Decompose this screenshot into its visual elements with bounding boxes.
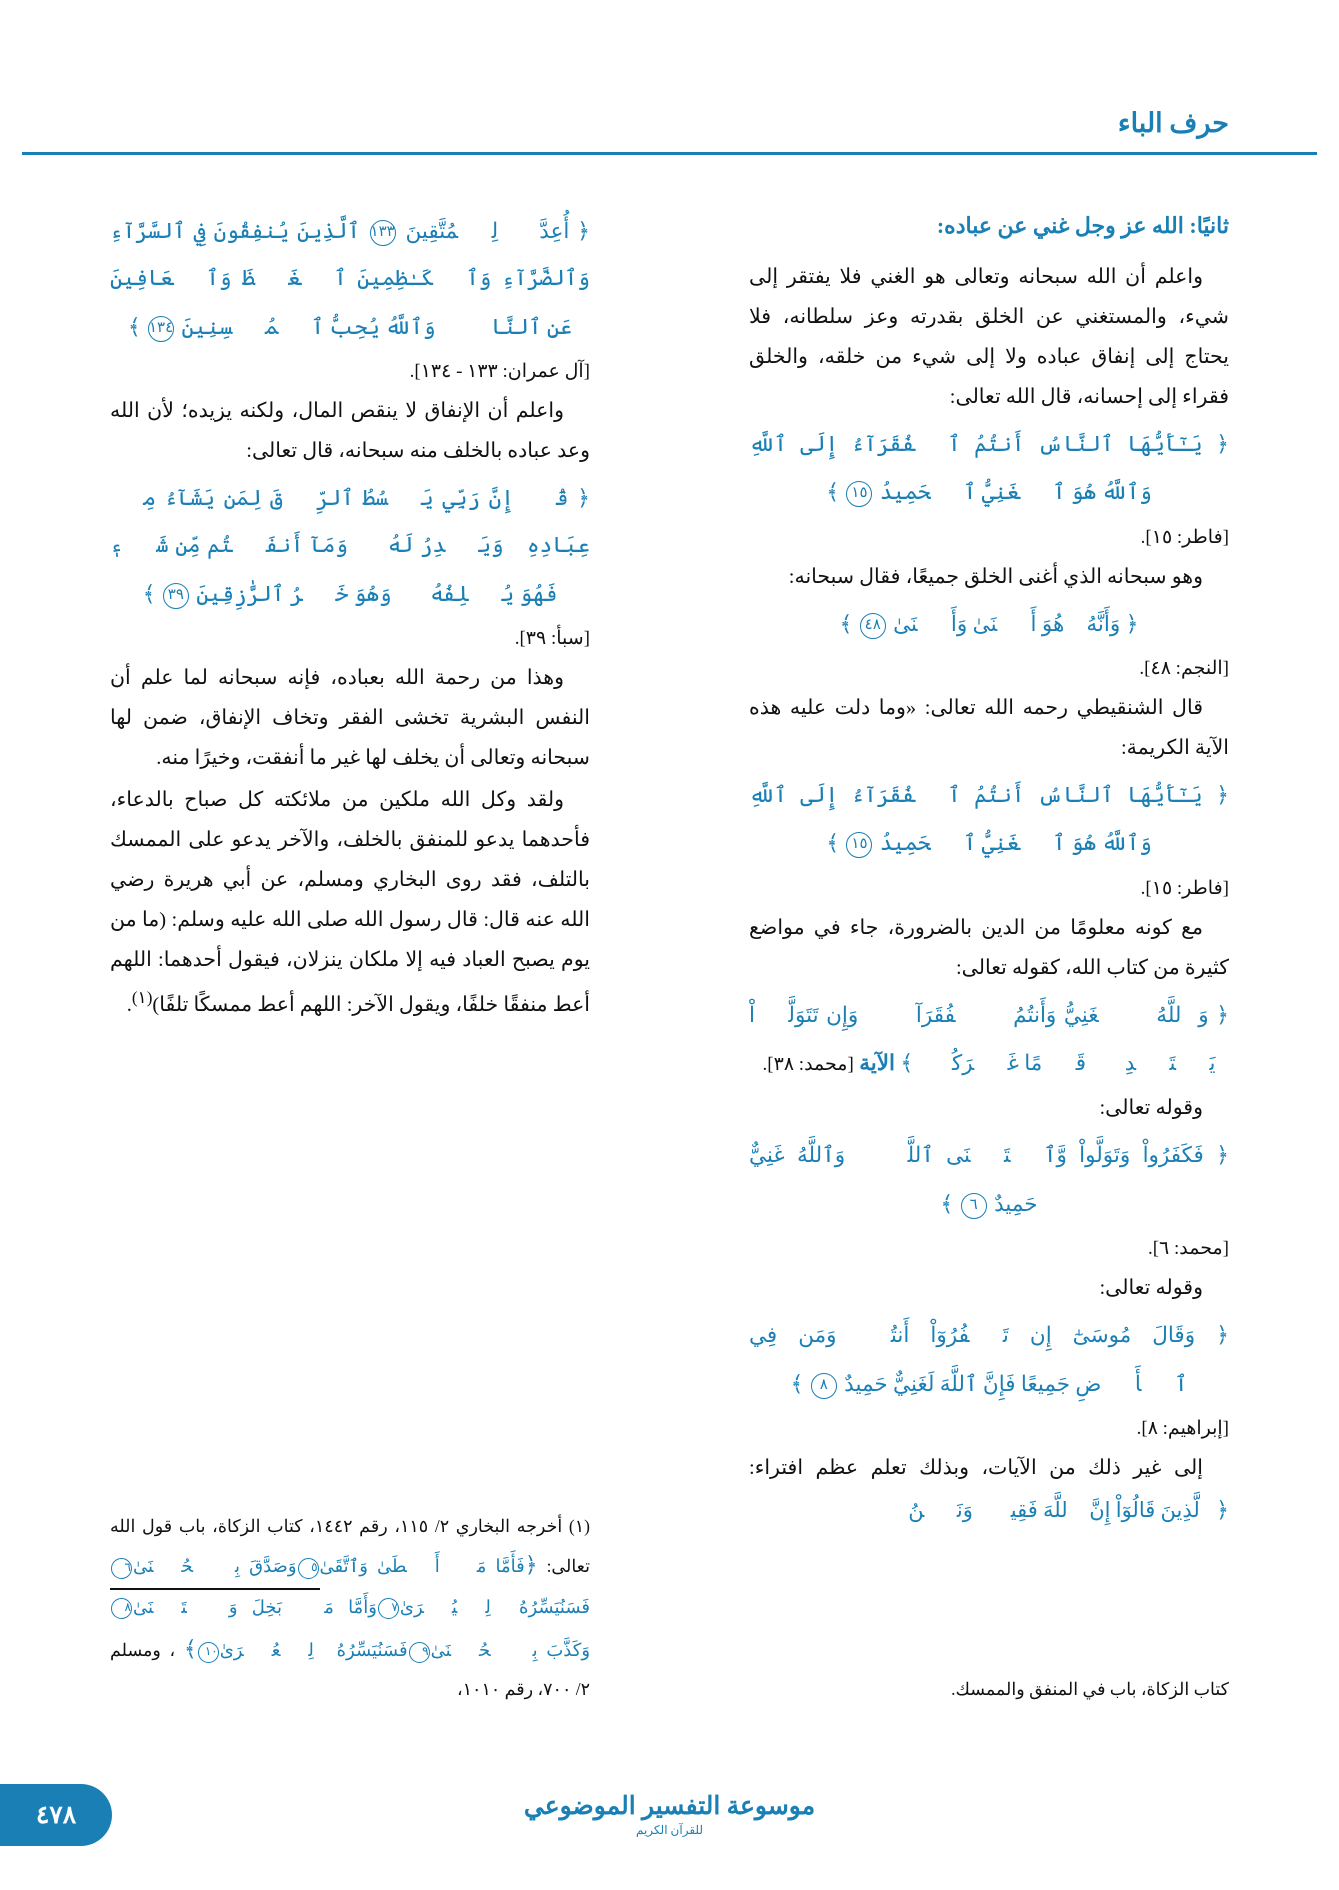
quran-source-r4: [محمد: ٣٨]. — [762, 1054, 854, 1076]
footnote-quran-6: فَسَنُيَسِّرُهُۥ لِلۡعُسۡرَىٰ — [219, 1640, 408, 1661]
quran-source-r3: [فاطر: ١٥]. — [1140, 877, 1229, 899]
paragraph-right-6: وقوله تعالى: — [1099, 1277, 1203, 1300]
paragraph-left-2: وهذا من رحمة الله بعباده، فإنه سبحانه لما علم أن النفس البشرية تخشى الفقر وتخاف الإنفاق، ضمن لها سبحانه وتعالى أن يخلف لها غير ما أنفقت، وخيرًا منه. — [110, 667, 590, 770]
page-title: حرف الباء — [1117, 108, 1229, 138]
quran-open-brace: ﴿ — [1216, 1497, 1229, 1523]
paragraph-right-1: واعلم أن الله سبحانه وتعالى هو الغني فلا يفتقر إلى شيء، والمستغني عن الخلق بقدرته وعز سلطانه، فلا يحتاج إلى إنفاق عباده ولا إلى شيء من خلقه، والخلق فقراء إلى إحسانه، قال الله تعالى: — [749, 265, 1229, 408]
quran-after-note: الآية — [859, 1051, 895, 1076]
left-text-column — [110, 205, 590, 1028]
paragraph-right-7 — [749, 1449, 1229, 1532]
quran-passage-r6 — [749, 1311, 1229, 1408]
quran-open-brace: ﴿ — [1216, 1142, 1230, 1168]
logo-sub-text: للقرآن الكريم — [635, 1823, 704, 1837]
footnote-quran-1: فَأَمَّا مَنۡ أَعۡطَىٰ وَٱتَّقَىٰ — [319, 1556, 525, 1577]
quran-open-brace: ﴿ — [577, 218, 591, 243]
quran-source-r6: [إبراهيم: ٨]. — [1136, 1418, 1229, 1440]
quran-close-brace: ﴾ — [940, 1190, 954, 1216]
quran-passage-top — [110, 207, 590, 351]
footnote-quran-3: فَسَنُيَسِّرُهُۥ لِلۡيُسۡرَىٰ — [399, 1596, 590, 1617]
ayah-number: ٣٩ — [163, 583, 189, 609]
quran-passage-r1 — [749, 420, 1229, 517]
footnote-quran-2: وَصَدَّقَ بِٱلۡحُسۡنَىٰ — [133, 1556, 297, 1577]
quran-open-brace: ﴿ — [1216, 781, 1230, 807]
quran-text: يَـٰٓأَيُّهَا ٱلنَّاسُ أَنتُمُ ٱلۡفُقَرَآءُ إِلَى ٱللَّهِ وَٱللَّهُ هُوَ ٱلۡغَنِيُّ ٱلۡحَمِيدُ — [749, 782, 1203, 856]
page-number: ٤٧٨ — [0, 1784, 112, 1846]
left-column-footnote — [110, 1510, 590, 1705]
footnote-quran-block — [110, 1552, 591, 1662]
paragraph-right-7-text: إلى غير ذلك من الآيات، وبذلك تعلم عظم افتراء: — [749, 1457, 1203, 1480]
ayah-number: ٦ — [111, 1558, 132, 1579]
quran-close-brace: ﴾ — [826, 479, 840, 505]
quran-open-brace: ﴿ — [1216, 1322, 1229, 1348]
quran-open-brace: ﴿ — [1216, 430, 1230, 456]
logo-main-text: موسوعة التفسير الموضوعي — [523, 1793, 816, 1820]
right-text-column — [749, 205, 1229, 1534]
quran-passage-r2 — [749, 600, 1229, 648]
quran-text: وَٱللَّهُ ٱلۡغَنِيُّ وَأَنتُمُ ٱلۡفُقَرَآءُۚ وَإِن تَتَوَلَّوۡاْ يَسۡتَبۡدِلۡ قَوۡمًا غَيۡرَكُمۡ — [749, 1002, 1216, 1076]
quran-inline-r7 — [908, 1498, 1229, 1522]
quran-source-top: [آل عمران: ١٣٣ - ١٣٤]. — [409, 361, 590, 383]
quran-close-brace: ﴾ — [839, 610, 853, 636]
quran-source-1: [سبأ: ٣٩]. — [514, 628, 590, 650]
quran-close-brace: ﴾ — [900, 1050, 914, 1076]
quran-passage-r5 — [749, 1131, 1229, 1228]
quran-source-r2: [النجم: ٤٨]. — [1139, 657, 1229, 679]
quran-passage-r3 — [749, 771, 1229, 868]
page-header — [0, 108, 1339, 168]
footnote-marker: (١) — [568, 1516, 590, 1537]
paragraph-left-3-end: . — [126, 993, 132, 1016]
quran-close-brace: ﴾ — [142, 580, 156, 606]
quran-text: وَقَالَ مُوسَىٰٓ إِن تَكۡفُرُوٓاْ أَنتُمۡ وَمَن فِي ٱلۡأَرۡضِ جَمِيعًا فَإِنَّ ٱللَّهَ لَغَنِيٌّ حَمِيدٌ — [749, 1323, 1196, 1396]
quran-open-brace: ﴿ — [1216, 1001, 1229, 1027]
footnote-quran-5: وَكَذَّبَ بِٱلۡحُسۡنَىٰ — [430, 1640, 591, 1661]
ayah-number: ١٥ — [846, 481, 872, 507]
publisher-logo — [524, 1791, 815, 1838]
quran-close-brace: ﴾ — [127, 313, 141, 339]
paragraph-right-4: مع كونه معلومًا من الدين بالضرورة، جاء في مواضع كثيرة من كتاب الله، كقوله تعالى: — [749, 916, 1229, 979]
quran-passage-1 — [110, 474, 590, 618]
footnote-text: أخرجه البخاري ٢/ ١١٥، رقم ١٤٤٢، كتاب الزكاة، باب قول الله تعالى: — [110, 1516, 590, 1577]
quran-text: قُلۡ إِنَّ رَبِّي يَبۡسُطُ ٱلرِّزۡقَ لِمَن يَشَآءُ مِنۡ عِبَادِهِۦ وَيَقۡدِرُ لَهُۥۚ وَمَآ أَنفَقۡتُم مِّن شَيۡءٖ فَهُوَ يُخۡلِفُهُۥۖ وَهُوَ خَيۡرُ ٱلرَّٰزِقِينَ — [110, 486, 590, 606]
ayah-number: ١٠ — [198, 1642, 219, 1663]
quran-text: وَأَنَّهُۥ هُوَ أَغۡنَىٰ وَأَقۡنَىٰ — [893, 611, 1121, 636]
quran-passage-r4 — [749, 991, 1229, 1088]
section-heading: ثانيًا: الله عز وجل غني عن عباده: — [936, 213, 1229, 238]
ayah-number: ٧ — [378, 1598, 399, 1619]
paragraph-right-5: وقوله تعالى: — [1099, 1097, 1203, 1120]
quran-text: ٱلَّذِينَ قَالُوٓاْ إِنَّ ٱللَّهَ فَقِيرٞ وَنَحۡنُ — [908, 1498, 1217, 1523]
ayah-number: ٨ — [811, 1373, 837, 1399]
quran-close-brace: ﴾ — [183, 1636, 197, 1662]
quran-close-brace: ﴾ — [826, 830, 840, 856]
quran-open-brace: ﴿ — [524, 1552, 538, 1578]
quran-text-2: ٱلَّذِينَ يُنفِقُونَ فِي ٱلسَّرَّآءِ وَٱلضَّرَّآءِ وَٱلۡكَـٰظِمِينَ ٱلۡغَيۡظَ وَٱلۡعَافِينَ عَنِ ٱلنَّاسِۗ وَٱللَّهُ يُحِبُّ ٱلۡمُحۡسِنِينَ — [110, 219, 590, 339]
quran-text: فَكَفَرُواْ وَتَوَلَّواْ وَّٱسۡتَغۡنَى ٱللَّهُۚ وَٱللَّهُ غَنِيٌّ حَمِيدٌ — [749, 1143, 1204, 1216]
ayah-number: ١٥ — [846, 832, 872, 858]
paragraph-right-2: وهو سبحانه الذي أغنى الخلق جميعًا، فقال سبحانه: — [788, 565, 1203, 588]
ayah-number: ٦ — [961, 1193, 987, 1219]
right-column-footnote — [749, 1673, 1229, 1705]
quran-text: يَـٰٓأَيُّهَا ٱلنَّاسُ أَنتُمُ ٱلۡفُقَرَآءُ إِلَى ٱللَّهِ وَٱللَّهُ هُوَ ٱلۡغَنِيُّ ٱلۡحَمِيدُ — [749, 431, 1203, 505]
footnote-text-2: ، ومسلم ٢/ ٧٠٠، رقم ١٠١٠، — [110, 1640, 590, 1699]
right-footnote-text: كتاب الزكاة، باب في المنفق والممسك. — [951, 1678, 1229, 1699]
quran-text: أُعِدَّتۡ لِلۡمُتَّقِينَ — [405, 219, 570, 243]
quran-open-brace: ﴿ — [577, 485, 591, 511]
paragraph-left-3 — [110, 781, 590, 1026]
paragraph-left-1: واعلم أن الإنفاق لا ينقص المال، ولكنه يزيده؛ لأن الله وعد عباده بالخلف منه سبحانه، قال تعالى: — [110, 400, 590, 463]
quran-close-brace: ﴾ — [790, 1370, 804, 1396]
quran-source-r5: [محمد: ٦]. — [1147, 1238, 1229, 1260]
quran-source-r1: [فاطر: ١٥]. — [1140, 526, 1229, 548]
paragraph-right-3: قال الشنقيطي رحمه الله تعالى: «وما دلت عليه هذه الآية الكريمة: — [749, 697, 1229, 759]
footnote-quran-4: وَأَمَّا مَنۢ بَخِلَ وَٱسۡتَغۡنَىٰ — [133, 1596, 377, 1617]
ayah-number: ٤٨ — [860, 613, 886, 639]
ayah-number: ٥ — [298, 1558, 319, 1579]
ayah-number-2: ١٣٤ — [148, 316, 174, 342]
ayah-number: ٩ — [409, 1642, 430, 1663]
header-divider — [22, 152, 1317, 155]
paragraph-left-3-text: ولقد وكل الله ملكين من ملائكته كل صباح بالدعاء، فأحدهما يدعو للمنفق بالخلف، والآخر يدعو على الممسك بالتلف، فقد روى البخاري ومسلم، عن أبي هريرة رضي الله عنه قال: قال رسول الله صلى الله عليه وسلم: (ما من يوم يصبح العباد فيه إلا ملكان ينزلان، فيقول أحدهما: اللهم أعط منفقًا خلفًا، ويقول الآخر: اللهم أعط ممسكًا تلفًا) — [110, 789, 590, 1016]
ayah-number: ١٣٣ — [370, 220, 396, 246]
quran-open-brace: ﴿ — [1125, 610, 1139, 636]
ayah-number: ٨ — [111, 1598, 132, 1619]
footnote-ref: (١) — [131, 987, 153, 1007]
